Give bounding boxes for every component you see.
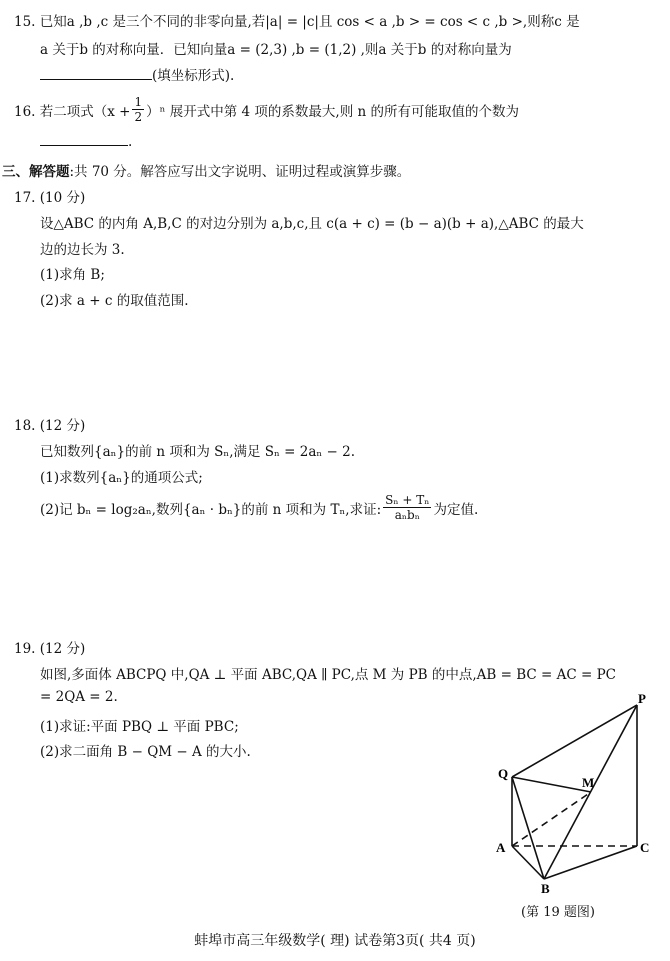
- q19-head: 19. (12 分): [14, 641, 86, 657]
- q19-figure: [488, 690, 664, 896]
- edge-QB: [512, 777, 544, 879]
- q18-fraction: [383, 494, 431, 521]
- section-header: [2, 160, 410, 180]
- answer-blank: [40, 133, 128, 146]
- q18-line1: 已知数列{aₙ}的前 n 项和为 Sₙ,满足 Sₙ = 2aₙ − 2.: [40, 444, 356, 460]
- q16-suffix: ）ⁿ 展开式中第 4 项的系数最大,则 n 的所有可能取值的个数为: [146, 103, 519, 120]
- q19-line1: 如图,多面体 ABCPQ 中,QA ⊥ 平面 ABC,QA ∥ PC,点 M 为 PB 的中点,AB = BC = AC = PC: [40, 667, 616, 683]
- edge-QM: [512, 777, 591, 792]
- q18-frac-den: aₙbₙ: [394, 508, 420, 522]
- label-B: B: [541, 881, 550, 896]
- q16-frac-den: 2: [134, 110, 143, 124]
- q16-end: .: [128, 134, 133, 150]
- q19-line2: = 2QA = 2.: [40, 689, 118, 705]
- q18-part2-suffix: 为定值.: [433, 501, 479, 518]
- section-text: :共 70 分。解答应写出文字说明、证明过程或演算步骤。: [69, 164, 411, 180]
- label-C: C: [640, 840, 650, 855]
- q17-part1: (1)求角 B;: [40, 267, 105, 283]
- answer-blank: [40, 67, 152, 80]
- q16-prefix: 16. 若二项式（x +: [14, 103, 131, 120]
- section-label: 三、解答题: [2, 164, 70, 180]
- edge-BC: [544, 846, 637, 879]
- q18-part2-prefix: (2)记 bₙ = log₂aₙ,数列{aₙ · bₙ}的前 n 项和为 Tₙ,求证:: [40, 501, 382, 518]
- q15-line2: a 关于b 的对称向量．已知向量a = (2,3) ,b = (1,2) ,则a 关于b 的对称向量为: [40, 42, 512, 58]
- q16-line1: [14, 96, 519, 123]
- q17-line2: 边的边长为 3.: [40, 242, 125, 258]
- q16-fraction: [132, 96, 144, 123]
- q15-line1: 15. 已知a ,b ,c 是三个不同的非零向量,若|a| = |c|且 cos < a ,b > = cos < c ,b >,则称c 是: [14, 14, 580, 30]
- label-A: A: [496, 840, 506, 855]
- q18-head: 18. (12 分): [14, 418, 86, 434]
- label-M: M: [582, 775, 595, 790]
- q16-line2: [40, 133, 132, 150]
- q19-caption: (第 19 题图): [521, 905, 595, 920]
- label-Q: Q: [498, 766, 509, 781]
- q18-part2: [40, 494, 478, 521]
- q18-frac-num: Sₙ + Tₙ: [385, 493, 430, 507]
- q15-line3: (填坐标形式).: [152, 68, 235, 84]
- q18-part1: (1)求数列{aₙ}的通项公式;: [40, 470, 203, 486]
- q17-part2: (2)求 a + c 的取值范围.: [40, 293, 189, 309]
- edge-AM-hidden: [512, 792, 591, 846]
- q19-part1: (1)求证:平面 PBQ ⊥ 平面 PBC;: [40, 719, 239, 735]
- q15-line3-wrap: [40, 64, 234, 84]
- label-P: P: [638, 691, 646, 706]
- page-footer: 蚌埠市高三年级数学( 理) 试卷第3页( 共4 页): [194, 933, 476, 949]
- q16-frac-num: 1: [134, 95, 143, 109]
- q17-head: 17. (10 分): [14, 190, 86, 206]
- q19-part2: (2)求二面角 B − QM − A 的大小.: [40, 744, 251, 760]
- q17-line1: 设△ABC 的内角 A,B,C 的对边分别为 a,b,c,且 c(a + c) = (b − a)(b + a),△ABC 的最大: [40, 216, 584, 232]
